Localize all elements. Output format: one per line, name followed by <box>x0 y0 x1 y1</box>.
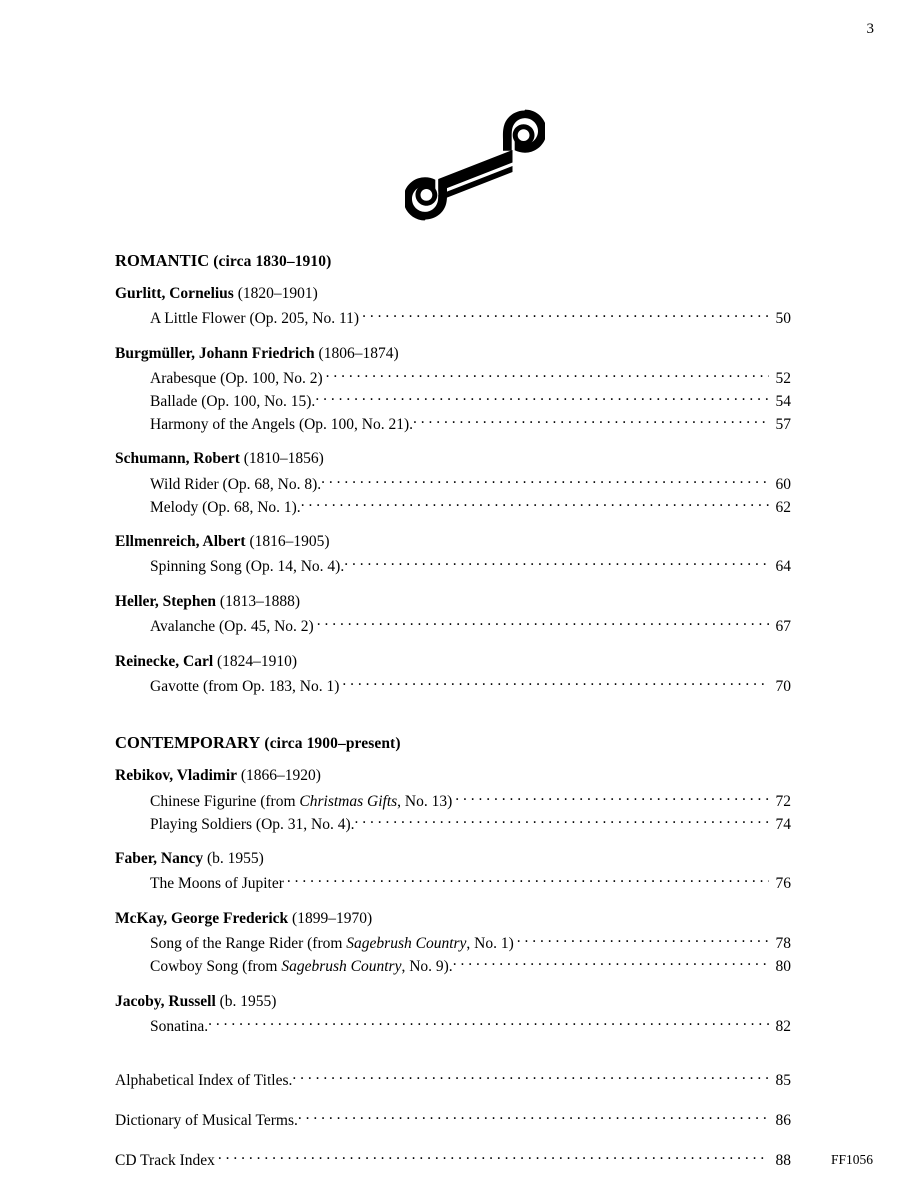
toc-entry-page-number: 54 <box>775 393 791 410</box>
toc-entry-title: Wild Rider (Op. 68, No. 8). <box>150 475 322 493</box>
toc-entry[interactable] <box>115 308 791 330</box>
toc-entry-page-number: 80 <box>775 958 791 976</box>
section-heading <box>115 734 791 753</box>
composer-name: Reinecke, Carl <box>115 652 214 670</box>
toc-entry-page-number: 86 <box>775 1111 791 1129</box>
toc-entry-page-number: 67 <box>775 618 791 636</box>
composer-line <box>115 993 791 1011</box>
toc-entry-title: Ballade (Op. 100, No. 15). <box>150 393 316 410</box>
composer-dates: (1810–1856) <box>239 450 324 468</box>
composer-line <box>115 533 791 551</box>
toc-entry[interactable] <box>115 616 791 638</box>
dot-leader <box>321 473 769 489</box>
composer-group <box>115 767 791 835</box>
toc-content <box>115 252 791 1171</box>
toc-entry[interactable] <box>115 1069 791 1091</box>
toc-entry[interactable] <box>115 496 791 518</box>
toc-entry[interactable] <box>115 675 791 697</box>
toc-entry-title: The Moons of Jupiter <box>150 875 284 893</box>
dot-leader <box>455 790 769 806</box>
dot-leader <box>298 1109 769 1125</box>
publisher-code: FF1056 <box>830 1151 873 1167</box>
composer-name: Schumann, Robert <box>115 450 240 468</box>
toc-entry-title: Chinese Figurine (from Christmas Gifts, No. 13) <box>150 792 453 810</box>
toc-section-contemporary <box>115 734 791 1037</box>
toc-entry[interactable] <box>115 873 791 895</box>
composer-name: Heller, Stephen <box>115 592 217 610</box>
composer-dates: (1820–1901) <box>233 284 318 302</box>
composer-line <box>115 450 791 468</box>
composer-line <box>115 653 791 671</box>
toc-entry[interactable] <box>115 391 791 413</box>
toc-entry-title: Alphabetical Index of Titles. <box>115 1071 293 1089</box>
toc-entry-title: Song of the Range Rider (from Sagebrush Country, No. 1) <box>150 935 514 953</box>
section-era-label: CONTEMPORARY <box>115 733 261 753</box>
composer-group <box>115 345 791 436</box>
musical-flourish-ornament <box>405 105 545 225</box>
toc-entry-title: Arabesque (Op. 100, No. 2) <box>150 370 323 388</box>
dot-leader <box>326 368 769 384</box>
toc-entry-title: Dictionary of Musical Terms. <box>115 1111 298 1129</box>
composer-dates: (b. 1955) <box>203 850 264 868</box>
composer-dates: (1816–1905) <box>245 533 330 551</box>
composer-dates: (1899–1970) <box>288 909 373 927</box>
toc-entry[interactable] <box>115 556 791 578</box>
toc-entry-title: Avalanche (Op. 45, No. 2) <box>150 618 314 636</box>
composer-group <box>115 285 791 330</box>
dot-leader <box>362 308 769 324</box>
dot-leader <box>317 616 769 632</box>
section-circa-label: (circa 1900–present) <box>260 735 401 753</box>
toc-entry-page-number: 64 <box>775 558 791 576</box>
toc-entry-title: CD Track Index <box>115 1151 215 1169</box>
section-circa-label: (circa 1830–1910) <box>209 253 332 270</box>
toc-entry-page-number: 70 <box>775 677 791 695</box>
dot-leader <box>517 933 769 949</box>
composer-group <box>115 653 791 698</box>
toc-entry-title: Gavotte (from Op. 183, No. 1) <box>150 677 340 695</box>
toc-entry-title: Spinning Song (Op. 14, No. 4). <box>150 558 345 576</box>
toc-entry[interactable] <box>115 413 791 435</box>
composer-line <box>115 593 791 611</box>
dot-leader <box>453 956 769 972</box>
dot-leader <box>218 1149 769 1165</box>
composer-name: McKay, George Frederick <box>115 909 289 927</box>
toc-entry-title: Cowboy Song (from Sagebrush Country, No. 9). <box>150 958 453 976</box>
section-era-label: ROMANTIC <box>115 251 210 270</box>
toc-entry[interactable] <box>115 1149 791 1171</box>
composer-line <box>115 767 791 785</box>
composer-line <box>115 285 791 303</box>
toc-entry-collection-title: Sagebrush Country <box>281 958 402 976</box>
composer-name: Ellmenreich, Albert <box>115 533 246 551</box>
composer-line <box>115 910 791 928</box>
composer-dates: (1866–1920) <box>237 767 321 785</box>
composer-group <box>115 850 791 895</box>
toc-entry-page-number: 72 <box>775 792 791 810</box>
toc-entry[interactable] <box>115 813 791 835</box>
composer-name: Faber, Nancy <box>115 850 204 868</box>
toc-entry[interactable] <box>115 368 791 390</box>
composer-group <box>115 993 791 1038</box>
toc-entry-page-number: 82 <box>775 1017 791 1035</box>
composer-name: Burgmüller, Johann Friedrich <box>115 344 315 362</box>
toc-sections <box>115 252 791 1037</box>
composer-group <box>115 533 791 578</box>
composer-dates: (1806–1874) <box>314 344 399 362</box>
toc-entry-page-number: 57 <box>775 415 791 433</box>
dot-leader <box>344 556 769 572</box>
toc-entry-page-number: 88 <box>775 1151 791 1169</box>
section-heading <box>115 252 791 271</box>
dot-leader <box>413 413 769 429</box>
dot-leader <box>292 1069 769 1085</box>
toc-entry-page-number: 50 <box>775 310 791 328</box>
toc-entry-page-number: 52 <box>775 370 791 388</box>
toc-section-romantic <box>115 252 791 697</box>
composer-group <box>115 450 791 518</box>
dot-leader <box>301 496 769 512</box>
dot-leader <box>355 813 769 829</box>
toc-entry[interactable] <box>115 956 791 978</box>
composer-dates: (b. 1955) <box>215 992 277 1010</box>
toc-entry[interactable] <box>115 473 791 495</box>
toc-entry-title: Sonatina. <box>150 1017 209 1035</box>
toc-entry-page-number: 85 <box>775 1071 791 1089</box>
composer-name: Gurlitt, Cornelius <box>115 284 234 302</box>
composer-name: Rebikov, Vladimir <box>115 767 238 785</box>
composer-group <box>115 593 791 638</box>
composer-line <box>115 345 791 363</box>
dot-leader <box>342 675 769 691</box>
toc-entry[interactable] <box>115 790 791 812</box>
toc-entry-title: A Little Flower (Op. 205, No. 11) <box>150 310 360 328</box>
toc-entry-page-number: 60 <box>775 475 791 493</box>
toc-entry-title: Harmony of the Angels (Op. 100, No. 21). <box>150 415 414 433</box>
composer-group <box>115 910 791 978</box>
composer-name: Jacoby, Russell <box>115 992 216 1010</box>
toc-entry-page-number: 78 <box>775 935 791 953</box>
toc-entry-page-number: 76 <box>775 875 791 893</box>
toc-entry-collection-title: Sagebrush Country <box>346 935 467 953</box>
toc-entry-page-number: 62 <box>775 498 791 516</box>
toc-entry[interactable] <box>115 933 791 955</box>
toc-entry[interactable] <box>115 1015 791 1037</box>
composer-dates: (1824–1910) <box>213 652 298 670</box>
toc-entry-page-number: 74 <box>775 815 791 833</box>
dot-leader <box>315 391 769 407</box>
toc-entry-title: Playing Soldiers (Op. 31, No. 4). <box>150 815 355 833</box>
toc-backmatter <box>115 1069 791 1171</box>
toc-entry-title: Melody (Op. 68, No. 1). <box>150 498 301 516</box>
toc-entry[interactable] <box>115 1109 791 1131</box>
dot-leader <box>287 873 769 889</box>
composer-dates: (1813–1888) <box>216 592 300 610</box>
page-number: 3 <box>866 21 874 37</box>
composer-line <box>115 850 791 868</box>
dot-leader <box>208 1015 769 1031</box>
toc-entry-collection-title: Christmas Gifts <box>299 792 398 810</box>
